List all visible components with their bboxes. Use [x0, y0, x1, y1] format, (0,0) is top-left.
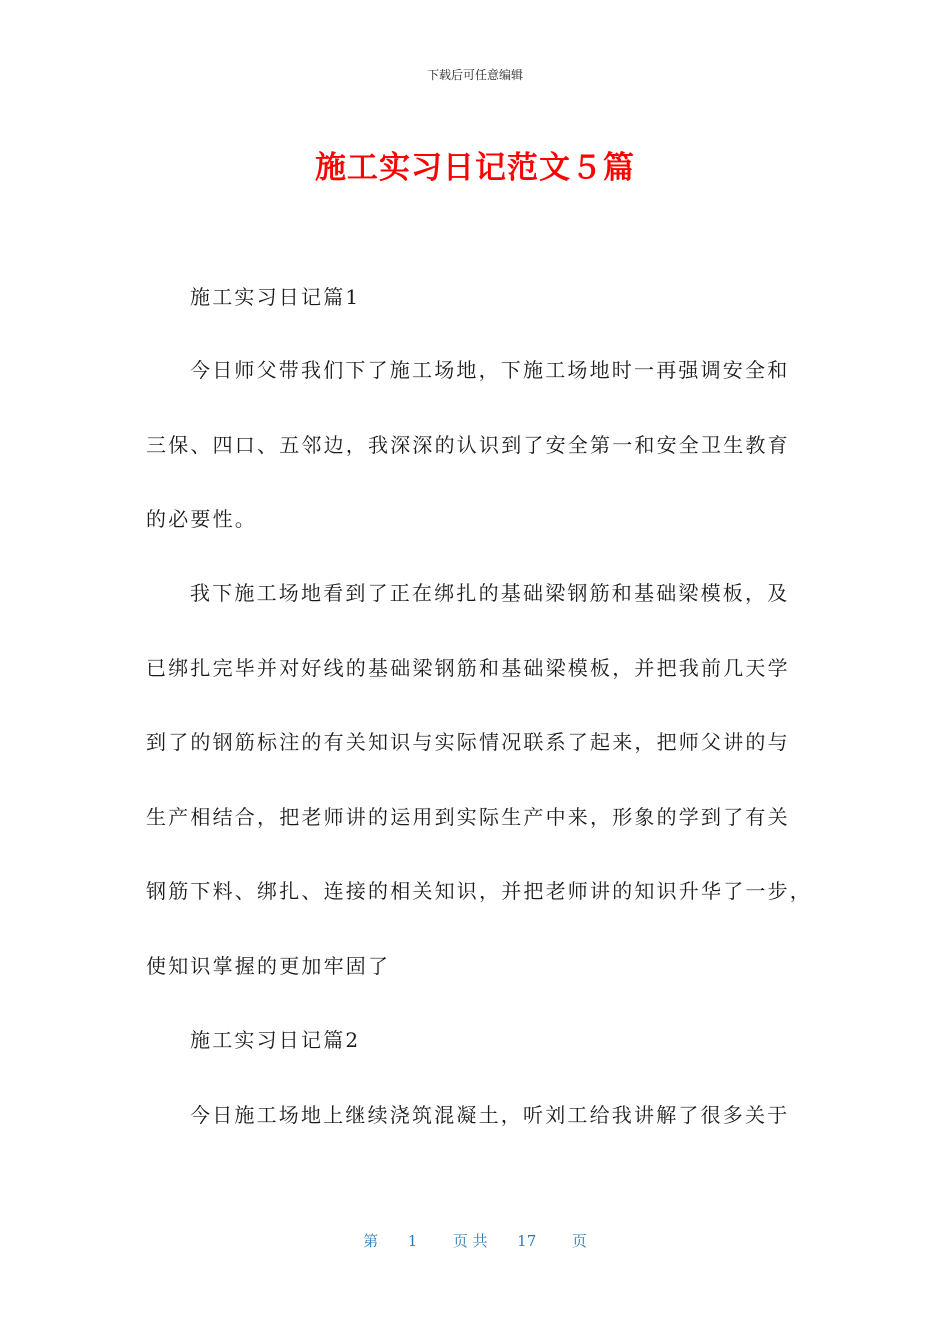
- paragraph-line: 使知识掌握的更加牢固了: [146, 954, 391, 978]
- paragraph-line: 三保、四口、五邻边，我深深的认识到了安全第一和安全卫生教育: [146, 433, 790, 457]
- paragraph-line: 我下施工场地看到了正在绑扎的基础梁钢筋和基础梁模板，及: [190, 581, 790, 605]
- footer-prefix: 第: [363, 1232, 379, 1250]
- paragraph-line: 到了的钢筋标注的有关知识与实际情况联系了起来，把师父讲的与: [146, 730, 790, 754]
- paragraph-line: 今日师父带我们下了施工场地，下施工场地时一再强调安全和: [190, 358, 790, 382]
- paragraph-line: 已绑扎完毕并对好线的基础梁钢筋和基础梁模板，并把我前几天学: [146, 656, 790, 680]
- footer-suffix: 页: [571, 1232, 587, 1250]
- paragraph-line: 的必要性。: [146, 507, 257, 531]
- paragraph-line: 今日施工场地上继续浇筑混凝土，听刘工给我讲解了很多关于: [190, 1103, 790, 1127]
- page-footer: [0, 1230, 950, 1251]
- header-note: 下载后可任意编辑: [426, 68, 523, 82]
- section-heading-1: 施工实习日记篇1: [190, 285, 361, 309]
- total-pages-number: 17: [517, 1232, 537, 1250]
- document-title: 施工实习日记范文５篇: [315, 150, 635, 186]
- paragraph-line: 生产相结合，把老师讲的运用到实际生产中来，形象的学到了有关: [146, 805, 790, 829]
- current-page-number: 1: [407, 1232, 418, 1250]
- footer-mid: 页 共: [452, 1232, 488, 1250]
- section-heading-2: 施工实习日记篇2: [190, 1028, 361, 1052]
- paragraph-line: 钢筋下料、绑扎、连接的相关知识，并把老师讲的知识升华了一步，: [146, 879, 812, 903]
